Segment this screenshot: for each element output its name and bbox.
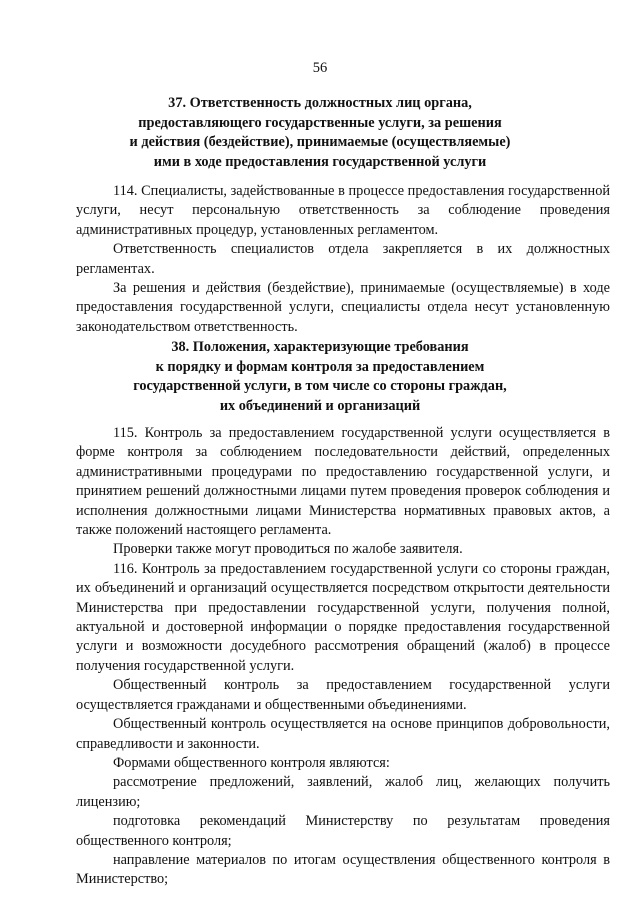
section-38-title-line: 38. Положения, характеризующие требования — [171, 339, 469, 355]
section-38-title-line: государственной услуги, в том числе со стороны граждан, — [133, 378, 507, 394]
section-37-title — [70, 94, 570, 172]
list-item: рассмотрение предложений, заявлений, жалоб лиц, желающих получить лицензию; — [76, 774, 610, 810]
section-37-title-line: и действия (бездействие), принимаемые (осуществляемые) — [129, 134, 511, 150]
section-38-body — [76, 424, 610, 890]
section-37-title-line: ими в ходе предоставления государственной услуги — [153, 153, 487, 170]
paragraph: 116. Контроль за предоставлением государственной услуги со стороны граждан, их объединений и организаций осуществляется посредством открытости деятельности Министерства при предоставлении государственной услуги, получения полной, актуальной и достоверной информации о порядке предоставления государственной услуги и возможности досудебного рассмотрения обращений (жалоб) в процессе получения государственной услуги. — [76, 560, 610, 674]
section-37-title-line: 37. Ответственность должностных лиц органа, — [168, 95, 472, 111]
paragraph: Проверки также могут проводиться по жалобе заявителя. — [113, 541, 463, 558]
paragraph: За решения и действия (бездействие), принимаемые (осуществляемые) в ходе предоставления государственной услуги, специалисты отдела несут установленную законодательством ответственность. — [76, 280, 610, 335]
section-37-body — [76, 182, 610, 337]
page-number: 56 — [312, 60, 328, 76]
section-38-title-line: к порядку и формам контроля за предоставлением — [155, 358, 485, 375]
list-item: направление материалов по итогам осуществления общественного контроля в Министерство; — [76, 851, 610, 888]
section-38-title — [70, 338, 570, 416]
paragraph: Общественный контроль за предоставлением государственной услуги осуществляется гражданами и общественными объединениями. — [76, 677, 610, 713]
paragraph: Формами общественного контроля являются: — [113, 754, 390, 771]
list-item: подготовка рекомендаций Министерству по результатам проведения общественного контроля; — [76, 813, 610, 849]
paragraph: Ответственность специалистов отдела закрепляется в их должностных регламентах. — [76, 241, 610, 277]
paragraph: 115. Контроль за предоставлением государственной услуги осуществляется в форме контроля за соблюдением последовательности действий, определенных административными процедурами по предоставлению государственной услуги, и принятием решений должностными лицами путем проведения проверок соблюдения и исполнения должностными лицами Министерства нормативных правовых актов, а также положений настоящего регламента. — [76, 425, 610, 539]
paragraph: Общественный контроль осуществляется на основе принципов добровольности, справедливости и законности. — [76, 716, 610, 752]
paragraph: 114. Специалисты, задействованные в процессе предоставления государственной услуги, несут персональную ответственность за соблюдение проведения административных процедур, установленных регламентом. — [76, 183, 610, 238]
section-37-title-line: предоставляющего государственные услуги, за решения — [138, 114, 502, 131]
section-38-title-line: их объединений и организаций — [219, 397, 421, 414]
